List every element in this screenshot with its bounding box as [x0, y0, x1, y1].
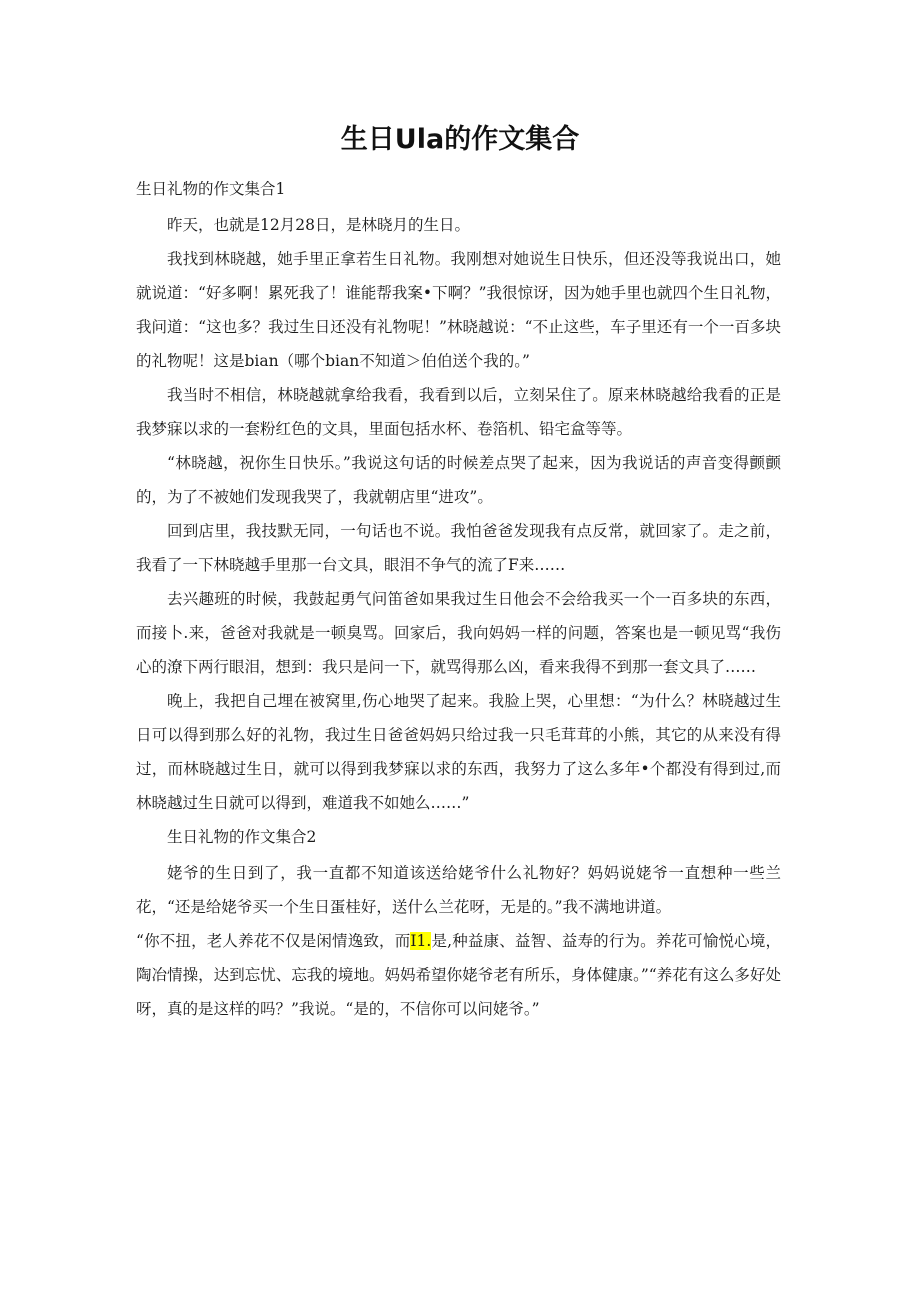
paragraph: 晚上，我把自己埋在被窝里,伤心地哭了起来。我脸上哭，心里想：“为什么？林晓越过生日可以得到那么好的礼物，我过生日爸爸妈妈只给过我一只毛茸茸的小熊，其它的从来没有得过，而林晓越过生日，就可以得到我梦寐以求的东西，我努力了这么多年•个都没有得到过,而林晓越过生日就可以得到，难道我不如她么……” [136, 692, 781, 812]
section-heading-2: 生日礼物的作文集合2 [167, 828, 317, 846]
paragraph-text-before: “你不扭，老人养花不仅是闲情逸致，而 [136, 932, 411, 950]
paragraph: 我找到林晓越，她手里正拿若生日礼物。我刚想对她说生日快乐，但还没等我说出口，她就说道：“好多啊！累死我了！谁能帮我案•下啊？”我很惊讶，因为她手里也就四个生日礼物，我问道：“这也多？我过生日还没有礼物呢！”林晓越说：“不止这些，车子里还有一个一百多块的礼物呢！这是bian（哪个bian不知道＞伯伯送个我的。” [136, 250, 781, 370]
paragraph: 去兴趣班的时候，我鼓起勇气问笛爸如果我过生日他会不会给我买一个一百多块的东西，而接卜.来，爸爸对我就是一顿臭骂。回家后，我向妈妈一样的问题，答案也是一顿见骂“我伤心的潦下两行眼泪，想到：我只是问一下，就骂得那么凶，看来我得不到那一套文具了…… [136, 590, 781, 676]
highlighted-text: I1. [410, 932, 432, 950]
paragraph: 我当时不相信，林晓越就拿给我看，我看到以后，立刻呆住了。原来林晓越给我看的正是我梦寐以求的一套粉红色的文具，里面包括水杯、卷箔机、铅宅盒等等。 [136, 386, 781, 438]
paragraph-with-highlight [136, 924, 781, 1026]
section-heading-1: 生日礼物的作文集合1 [136, 180, 286, 198]
document-title: 生日Ula的作文集合 [340, 124, 580, 155]
paragraph: 昨天，也就是12月28日，是林晓月的生日。 [167, 216, 470, 234]
paragraph: “林晓越，祝你生日快乐。”我说这句话的时候差点哭了起来，因为我说话的声音变得颤颤的，为了不被她们发现我哭了，我就朝店里“进攻”。 [136, 454, 781, 506]
paragraph: 回到店里，我技默无同，一句话也不说。我怕爸爸发现我有点反常，就回家了。走之前，我看了一下林晓越手里那一台文具，眼泪不争气的流了F来…… [136, 522, 781, 574]
paragraph: 姥爷的生日到了，我一直都不知道该送给姥爷什么礼物好？妈妈说姥爷一直想种一些兰花，“还是给姥爷买一个生日蛋桂好，送什么兰花呀，无是的。”我不满地讲道。 [136, 864, 781, 916]
paragraph-text-after: 是,种益康、益智、益寿的行为。养花可愉悦心境，陶冶情操，达到忘忧、忘我的境地。妈妈希望你姥爷老有所乐，身体健康。”“养花有这么多好处呀，真的是这样的吗？”我说。“是的，不信你可以问姥爷。” [136, 932, 781, 1018]
document-body [136, 172, 781, 1026]
